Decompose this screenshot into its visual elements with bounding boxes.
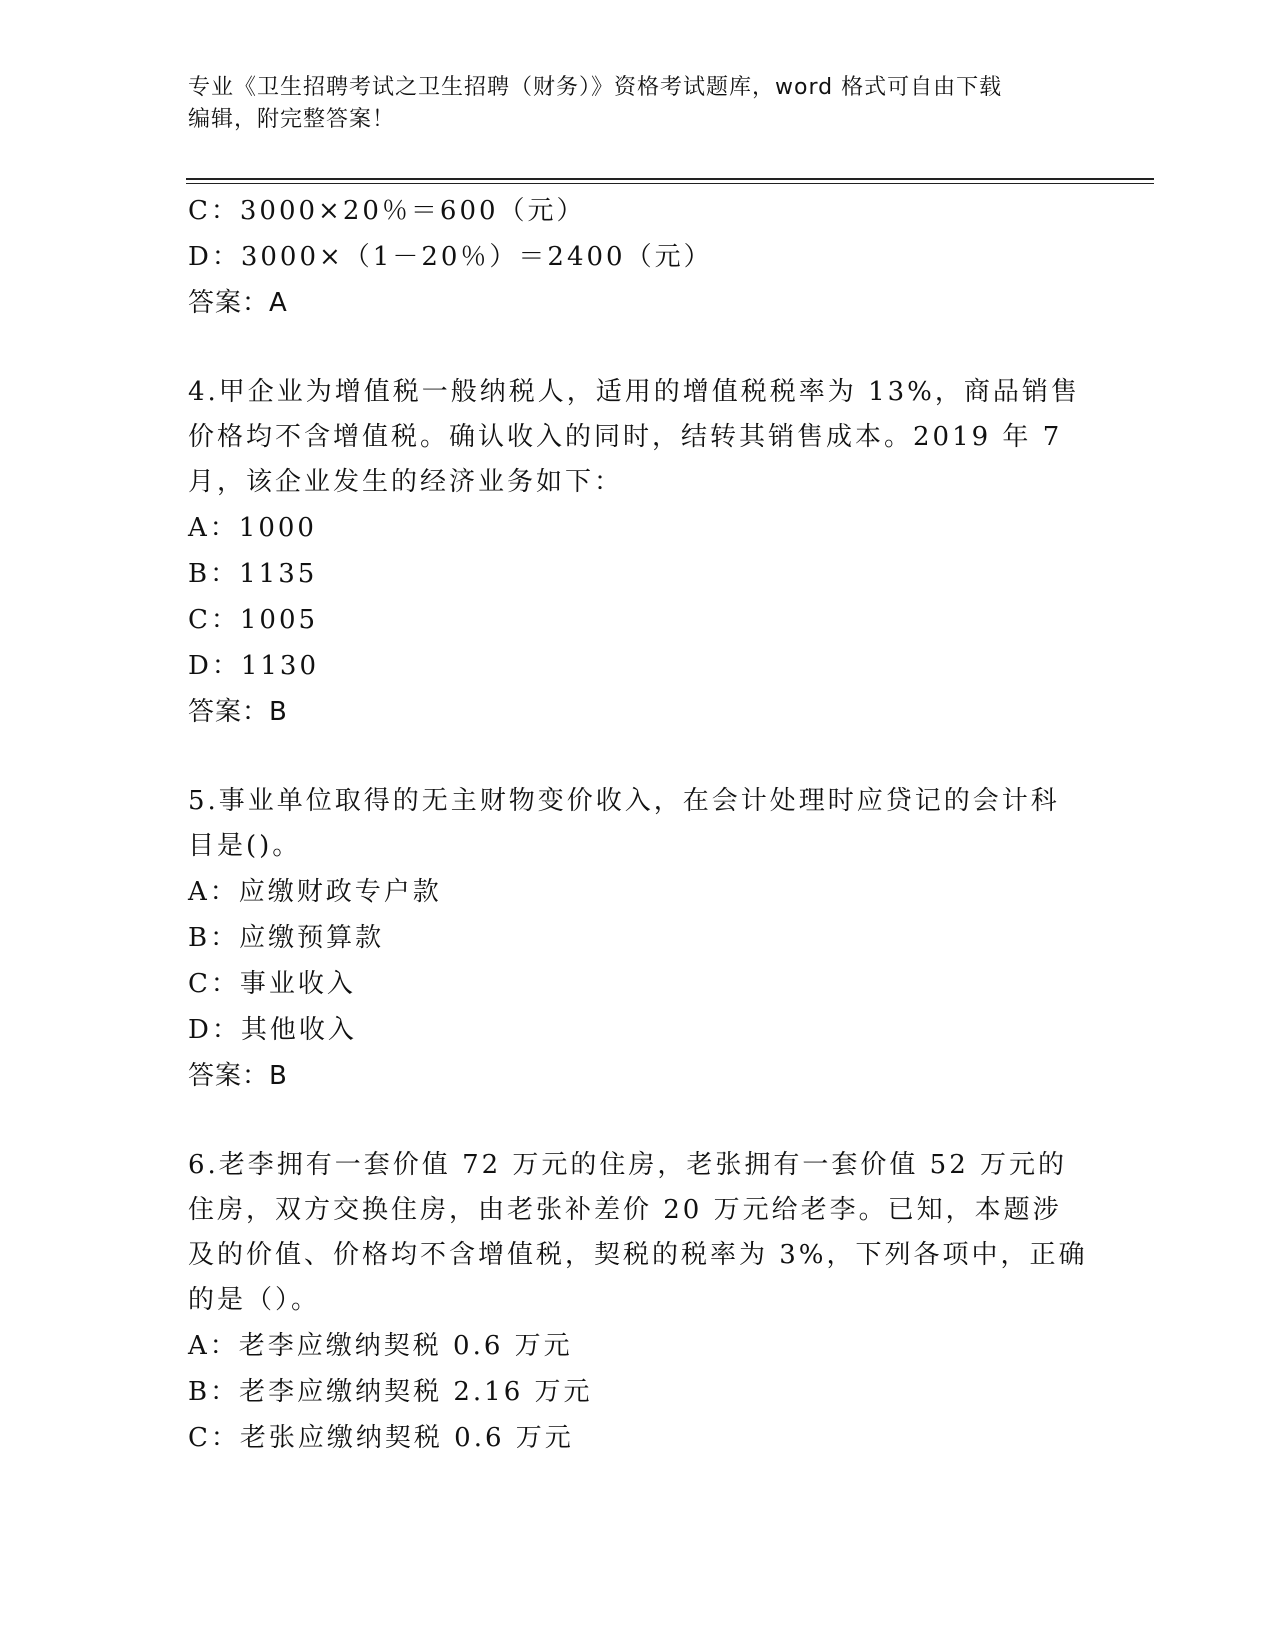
option-a: A：应缴财政专户款 [188, 877, 442, 907]
question-content [188, 188, 1088, 1461]
option-b: B：应缴预算款 [188, 923, 385, 953]
answer-label: 答案：A [188, 288, 288, 318]
option-d: D：3000×（1－20％）＝2400（元） [188, 242, 713, 272]
option-a: A：老李应缴纳契税 0.6 万元 [188, 1331, 573, 1361]
answer-label: 答案：B [188, 697, 288, 727]
option-b: B：老李应缴纳契税 2.16 万元 [188, 1377, 593, 1407]
header-divider-thick [186, 178, 1154, 180]
question-text: 4.甲企业为增值税一般纳税人，适用的增值税税率为 13%，商品销售价格均不含增值税。确认收入的同时，结转其销售成本。2019 年 7 月，该企业发生的经济业务如下： [188, 377, 1080, 497]
option-b: B：1135 [188, 559, 318, 589]
question-text: 6.老李拥有一套价值 72 万元的住房，老张拥有一套价值 52 万元的住房，双方交换住房，由老张补差价 20 万元给老李。已知，本题涉及的价值、价格均不含增值税，契税的税率为 3%，下列各项中，正确的是（）。 [188, 1150, 1088, 1315]
header-line-1: 专业《卫生招聘考试之卫生招聘（财务）》资格考试题库，word 格式可自由下载 [188, 75, 1003, 100]
option-a: A：1000 [188, 513, 317, 543]
question-3-tail [188, 188, 1088, 326]
answer-label: 答案：B [188, 1061, 288, 1091]
question-text: 5.事业单位取得的无主财物变价收入，在会计处理时应贷记的会计科目是()。 [188, 786, 1060, 861]
option-c: C：事业收入 [188, 969, 356, 999]
question-5 [188, 779, 1088, 1099]
option-c: C：老张应缴纳契税 0.6 万元 [188, 1423, 574, 1453]
header-line-2: 编辑，附完整答案！ [188, 107, 396, 132]
question-6 [188, 1143, 1088, 1461]
option-c: C：3000×20％＝600（元） [188, 196, 586, 226]
option-d: D：其他收入 [188, 1015, 357, 1045]
header-divider-thin [186, 183, 1154, 184]
question-4 [188, 370, 1088, 735]
option-d: D：1130 [188, 651, 320, 681]
page-header [188, 72, 1068, 136]
option-c: C：1005 [188, 605, 319, 635]
